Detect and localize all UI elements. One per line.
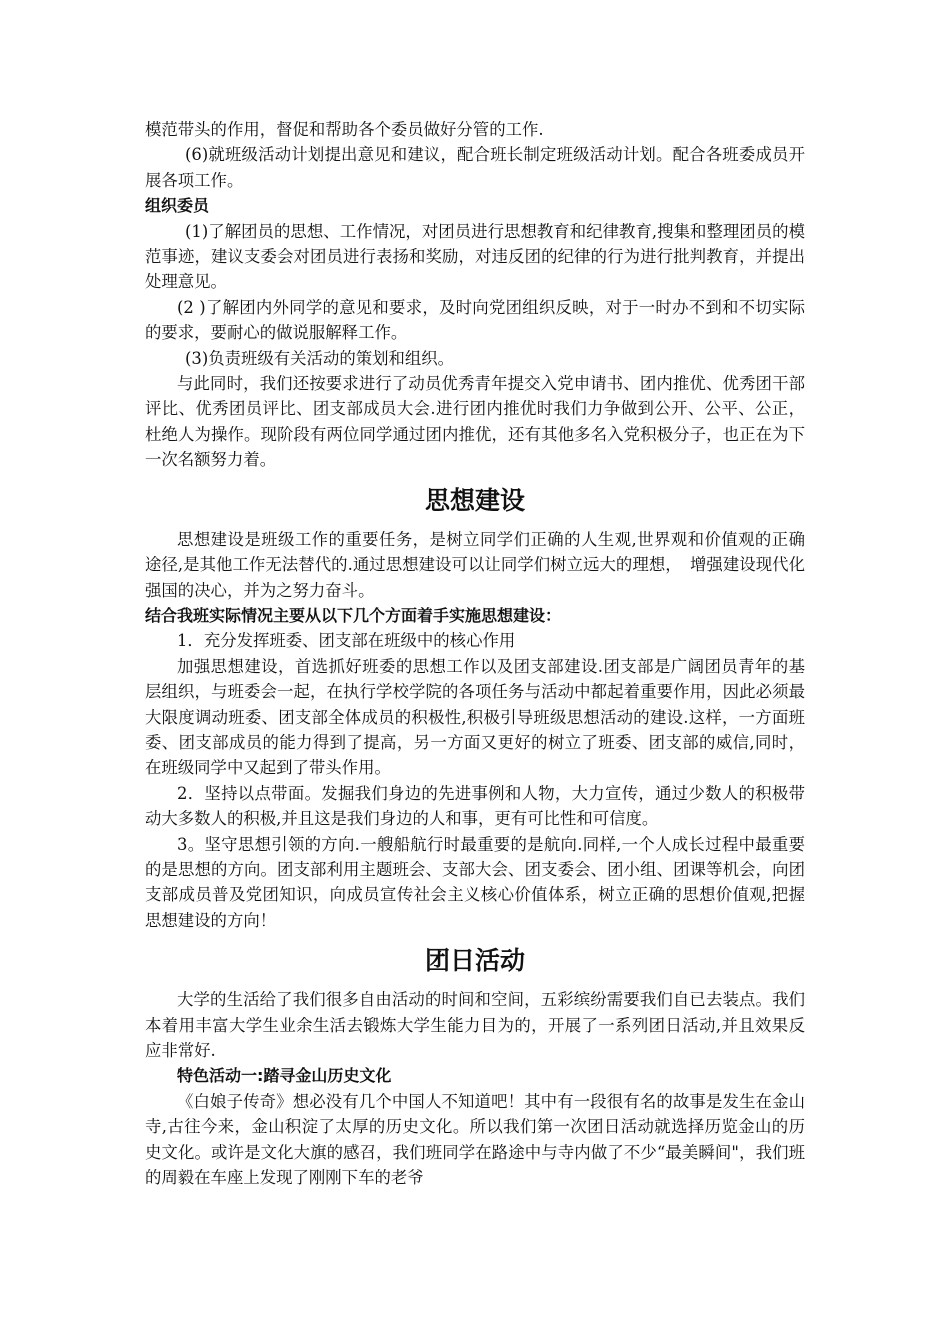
paragraph-org-duty-1: (1)了解团员的思想、工作情况，对团员进行思想教育和纪律教育,搜集和整理团员的模范事迹，建议支委会对团员进行表扬和奖励，对违反团的纪律的行为进行批判教育，并提出处理意见。 <box>145 221 805 292</box>
paragraph-org-duty-3: (3)负责班级有关活动的策划和组织。 <box>185 348 455 368</box>
paragraph-point-1-body: 加强思想建设，首选抓好班委的思想工作以及团支部建设.团支部是广阔团员青年的基层组织，与班委会一起，在执行学校学院的各项任务与活动中都起着重要作用，因此必须最大限度调动班委、团支部全体成员的积极性,积极引导班级思想活动的建设.这样，一方面班委、团支部成员的能力得到了提高，另一方面又更好的树立了班委、团支部的威信,同时，在班级同学中又起到了带头作用。 <box>145 656 805 778</box>
paragraph-point-1-title: 1．充分发挥班委、团支部在班级中的核心作用 <box>177 631 516 651</box>
paragraph-monitor-duty-6: (6)就班级活动计划提出意见和建议，配合班长制定班级活动计划。配合各班委成员开展各项工作。 <box>145 145 805 190</box>
paragraph-point-2: 2．坚持以点带面。发掘我们身边的先进事例和人物，大力宣传，通过少数人的积极带动大多数人的积极,并且这是我们身边的人和事，更有可比性和可信度。 <box>145 783 805 829</box>
document-page <box>145 117 805 1190</box>
paragraph-meanwhile: 与此同时，我们还按要求进行了动员优秀青年提交入党申请书、团内推优、优秀团干部评比、优秀团员评比、团支部成员大会.进行团内推优时我们力争做到公开、公平、公正，杜绝人为操作。现阶段有两位同学通过团内推优，还有其他多名入党积极分子，也正在为下一次名额努力着。 <box>145 374 805 470</box>
paragraph-activity-1-body: 《白娘子传奇》想必没有几个中国人不知道吧！其中有一段很有名的故事是发生在金山寺,古往今来，金山积淀了太厚的历史文化。所以我们第一次团日活动就选择历览金山的历史文化。或许是文化大旗的感召，我们班同学在路途中与寺内做了不少“最美瞬间"，我们班的周毅在车座上发现了刚刚下车的老爷 <box>145 1091 805 1188</box>
section-title-league-day: 团日活动 <box>424 946 525 976</box>
paragraph-org-duty-2: (2 )了解团内外同学的意见和要求，及时向党团组织反映，对于一时办不到和不切实际的要求，要耐心的做说服解释工作。 <box>145 297 805 343</box>
paragraph-ideology-intro: 思想建设是班级工作的重要任务，是树立同学们正确的人生观,世界观和价值观的正确途径,是其他工作无法替代的.通过思想建设可以让同学们树立远大的理想， 增强建设现代化强国的决心，并为之努力奋斗。 <box>145 529 805 600</box>
heading-activity-1: 特色活动一:踏寻金山历史文化 <box>177 1066 392 1086</box>
paragraph-monitor-duty-5-cont: 模范带头的作用，督促和帮助各个委员做好分管的工作. <box>145 120 544 139</box>
paragraph-point-3: 3。坚守思想引领的方向.一艘船航行时最重要的是航向.同样,一个人成长过程中最重要的是思想的方向。团支部利用主题班会、支部大会、团支委会、团小组、团课等机会，向团支部成员普及党团知识，向成员宣传社会主义核心价值体系，树立正确的思想价值观,把握思想建设的方向！ <box>145 834 805 930</box>
section-title-ideology: 思想建设 <box>424 485 525 515</box>
heading-ideology-approach: 结合我班实际情况主要从以下几个方面着手实施思想建设： <box>145 605 562 625</box>
paragraph-league-day-intro: 大学的生活给了我们很多自由活动的时间和空间，五彩缤纷需要我们自已去装点。我们本着用丰富大学生业余生活去锻炼大学生能力目为的，开展了一系列团日活动,并且效果反应非常好. <box>145 990 805 1060</box>
heading-organization-committee: 组织委员 <box>145 196 210 216</box>
